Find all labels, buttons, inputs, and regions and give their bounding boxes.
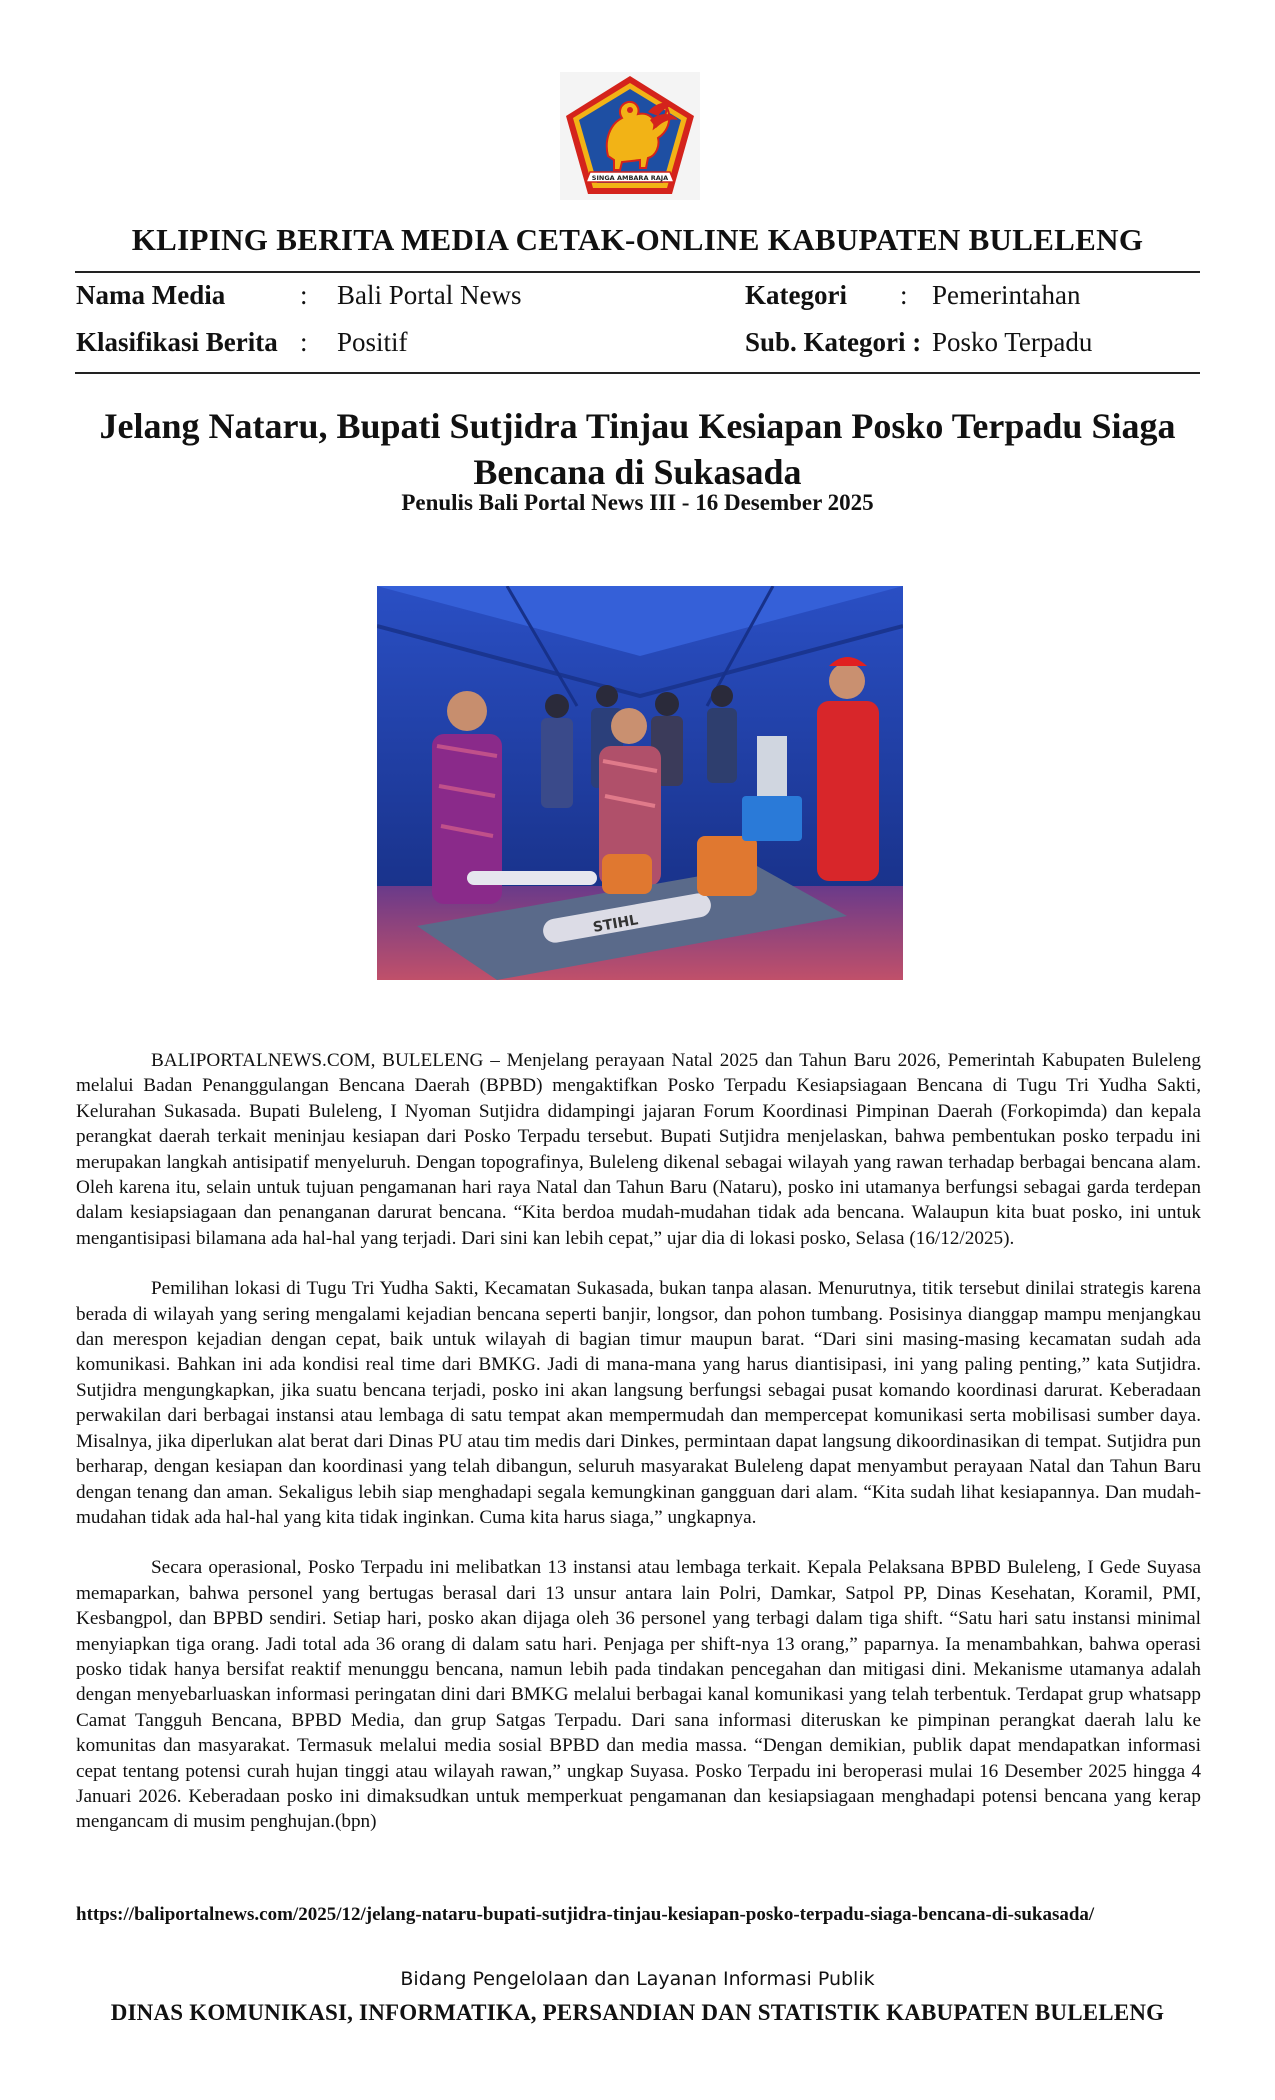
chainsaw-brand-text: STIHL <box>591 912 640 936</box>
category-label: Kategori <box>745 280 847 310</box>
logo-ribbon-text: SINGA AMBARA RAJA <box>591 174 669 182</box>
header-rule-top <box>75 271 1200 273</box>
media-name-colon: : <box>300 280 308 310</box>
article-byline: Penulis Bali Portal News III - 16 Desember 2025 <box>401 490 874 515</box>
classification-value: Positif <box>337 327 408 357</box>
article-headline <box>80 403 1195 495</box>
clipping-header-title: KLIPING BERITA MEDIA CETAK-ONLINE KABUPATEN BULELENG <box>131 222 1144 257</box>
media-name-value: Bali Portal News <box>337 280 522 310</box>
media-name-label: Nama Media <box>76 280 226 310</box>
singa-ambara-raja-emblem-icon <box>560 72 700 200</box>
footer-division: Bidang Pengelolaan dan Layanan Informasi Publik <box>400 1968 875 1990</box>
article-paragraph-3: Secara operasional, Posko Terpadu ini melibatkan 13 instansi atau lembaga terkait. Kepala Pelaksana BPBD Buleleng, I Gede Suyasa memaparkan, bahwa personel yang bertugas berasal dari 13 unsur antara lain Polri, Damkar, Satpol PP, Dinas Kesehatan, Koramil, PMI, Kesbangpol, dan BPBD sendiri. Setiap hari, posko akan dijaga oleh 36 personel yang terbagi dalam tiga shift. “Satu hari satu instansi minimal menyiapkan tiga orang. Jadi total ada 36 orang di dalam satu hari. Penjaga per shift-nya 13 orang,” paparnya. Ia menambahkan, bahwa operasi posko tidak hanya bersifat reaktif menunggu bencana, namun lebih pada tindakan pencegahan dan mitigasi dini. Mekanisme utamanya adalah dengan menyebarluaskan informasi peringatan dini dari BMKG melalui berbagai kanal komunikasi yang telah terbentuk. Terdapat grup whatsapp Camat Tangguh Bencana, BPBD Media, dan grup Satgas Terpadu. Dari sana informasi diteruskan ke pimpinan perangkat daerah lalu ke komunitas dan masyarakat. Termasuk melalui media sosial BPBD dan media massa. “Dengan demikian, publik dapat mendapatkan informasi cepat tentang potensi curah hujan tinggi atau wilayah rawan,” ungkap Suyasa. Posko Terpadu ini beroperasi mulai 16 Desember 2025 hingga 4 Januari 2026. Keberadaan posko ini dimaksudkan untuk memperkuat pengamanan dan kesiapsiagaan menghadapi potensi bencana yang kerap mengancam di musim penghujan.(bpn) <box>76 1557 1201 1833</box>
article-paragraph-1: BALIPORTALNEWS.COM, BULELENG – Menjelang perayaan Natal 2025 dan Tahun Baru 2026, Pemerintah Kabupaten Buleleng melalui Badan Penanggulangan Bencana Daerah (BPBD) mengaktifkan Posko Terpadu Kesiapsiagaan Bencana di Tugu Tri Yudha Sakti, Kelurahan Sukasada. Bupati Buleleng, I Nyoman Sutjidra didampingi jajaran Forum Koordinasi Pimpinan Daerah (Forkopimda) dan kepala perangkat daerah terkait meninjau kesiapan dari Posko Terpadu tersebut. Bupati Sutjidra menjelaskan, bahwa pembentukan posko terpadu ini merupakan langkah antisipatif menyeluruh. Dengan topografinya, Buleleng dikenal sebagai wilayah yang rawan terhadap berbagai bencana alam. Oleh karena itu, selain untuk tujuan pengamanan hari raya Natal dan Tahun Baru (Nataru), posko ini utamanya berfungsi sebagai garda terdepan dalam kesiapsiagaan dan penanganan darurat bencana. “Kita berdoa mudah-mudahan tidak ada bencana. Walaupun kita buat posko, ini untuk mengantisipasi bilamana ada hal-hal yang terjadi. Dari sini kan lebih cepat,” ujar dia di lokasi posko, Selasa (16/12/2025). <box>76 1050 1201 1249</box>
article-paragraph-2: Pemilihan lokasi di Tugu Tri Yudha Sakti, Kecamatan Sukasada, bukan tanpa alasan. Menurutnya, titik tersebut dinilai strategis karena berada di wilayah yang sering mengalami kejadian bencana seperti banjir, longsor, dan pohon tumbang. Posisinya dianggap mampu menjangkau dan merespon kejadian dengan cepat, baik untuk wilayah di bagian timur maupun barat. “Dari sini masing-masing kecamatan sudah ada komunikasi. Bahkan ini ada kondisi real time dari BMKG. Jadi di mana-mana yang harus diantisipasi, ini yang paling penting,” kata Sutjidra. Sutjidra mengungkapkan, jika suatu bencana terjadi, posko ini akan langsung berfungsi sebagai pusat komando koordinasi darurat. Keberadaan perwakilan dari berbagai instansi atau lembaga di satu tempat akan mempermudah dan mempercepat komunikasi serta mobilisasi sumber daya. Misalnya, jika diperlukan alat berat dari Dinas PU atau tim medis dari Dinkes, permintaan dapat langsung dikoordinasikan di tempat. Sutjidra pun berharap, dengan kesiapan dan koordinasi yang telah dibangun, seluruh masyarakat Buleleng dapat menyambut perayaan Natal dan Tahun Baru dengan tenang dan aman. Sekaligus lebih siap menghadapi segala kemungkinan gangguan dari alam. “Kita sudah lihat kesiapannya. Dan mudah-mudahan tidak ada hal-hal yang kita tidak inginkan. Cuma kita harus siaga,” ungkapnya. <box>76 1278 1201 1528</box>
category-value: Pemerintahan <box>932 280 1081 310</box>
header-rule-bottom <box>75 372 1200 374</box>
headline-line-1: Jelang Nataru, Bupati Sutjidra Tinjau Kesiapan Posko Terpadu Siaga <box>99 406 1176 446</box>
headline-line-2: Bencana di Sukasada <box>473 452 802 492</box>
subcategory-value: Posko Terpadu <box>932 327 1093 357</box>
article-body <box>76 1048 1201 1860</box>
buleleng-regency-logo <box>560 72 700 200</box>
article-photo <box>377 586 903 980</box>
classification-colon: : <box>300 327 308 357</box>
footer-agency: DINAS KOMUNIKASI, INFORMATIKA, PERSANDIAN DAN STATISTIK KABUPATEN BULELENG <box>110 2000 1165 2025</box>
tent-inspection-photo <box>377 586 903 980</box>
classification-label: Klasifikasi Berita <box>76 327 278 357</box>
subcategory-label: Sub. Kategori : <box>745 327 922 357</box>
category-colon: : <box>900 280 908 310</box>
article-source-url[interactable]: https://baliportalnews.com/2025/12/jelang-nataru-bupati-sutjidra-tinjau-kesiapan-posko-terpadu-siaga-bencana-di-sukasada/ <box>76 1904 1095 1925</box>
